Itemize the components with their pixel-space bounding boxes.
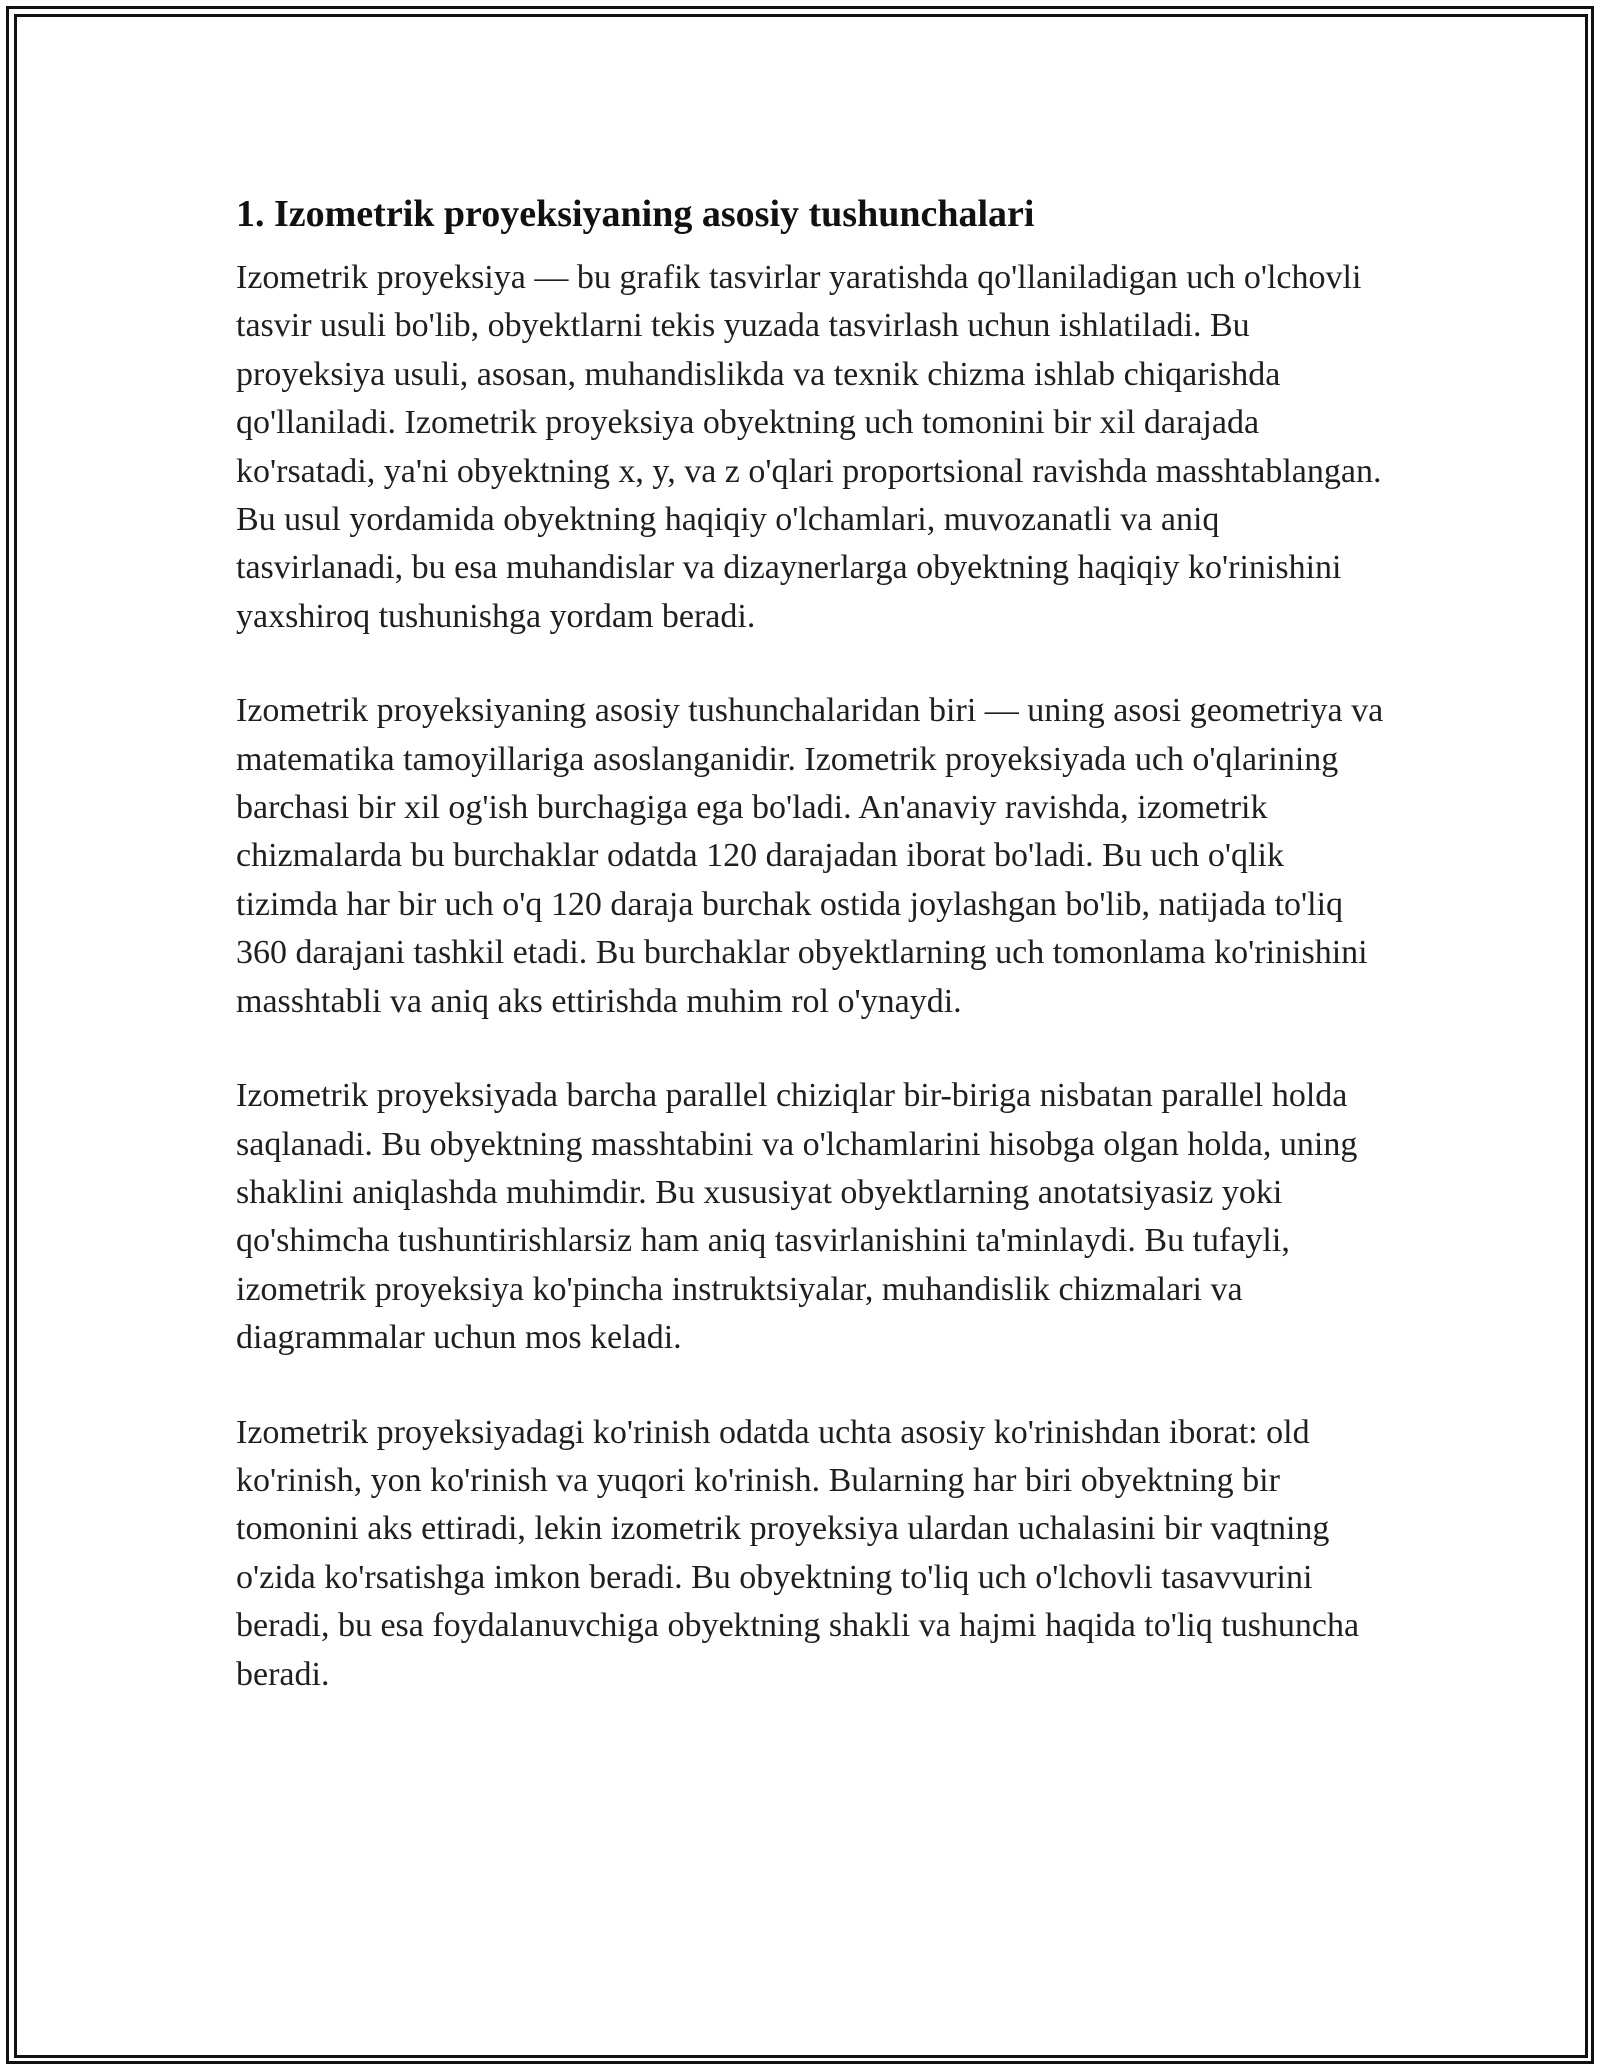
paragraph-1: Izometrik proyeksiya — bu grafik tasvirlar yaratishda qo'llaniladigan uch o'lchovli tasvir usuli bo'lib, obyektlarni tekis yuzada tasvirlash uchun ishlatiladi. Bu proyeksiya usuli, asosan, muhandislikda va texnik chizma ishlab chiqarishda qo'llaniladi. Izometrik proyeksiya obyektning uch tomonini bir xil darajada ko'rsatadi, ya'ni obyektning x, y, va z o'qlari proportsional ravishda masshtablangan. Bu usul yordamida obyektning haqiqiy o'lchamlari, muvozanatli va aniq tasvirlanadi, bu esa muhandislar va dizaynerlarga obyektning haqiqiy ko'rinishini yaxshiroq tushunishga yordam beradi. [236, 259, 1382, 635]
paragraph-3: Izometrik proyeksiyada barcha parallel chiziqlar bir-biriga nisbatan parallel holda saqlanadi. Bu obyektning masshtabini va o'lchamlarini hisobga olgan holda, uning shaklini aniqlashda muhimdir. Bu xususiyat obyektlarning anotatsiyasiz yoki qo'shimcha tushuntirishlarsiz ham aniq tasvirlanishini ta'minlaydi. Bu tufayli, izometrik proyeksiya ko'pincha instruktsiyalar, muhandislik chizmalari va diagrammalar uchun mos keladi. [236, 1077, 1358, 1357]
document-body [236, 188, 1386, 1699]
paragraph-4: Izometrik proyeksiyadagi ko'rinish odatda uchta asosiy ko'rinishdan iborat: old ko'rinish, yon ko'rinish va yuqori ko'rinish. Bularning har biri obyektning bir tomonini aks ettiradi, lekin izometrik proyeksiya ulardan uchalasini bir vaqtning o'zida ko'rsatishga imkon beradi. Bu obyektning to'liq uch o'lchovli tasavvurini beradi, bu esa foydalanuvchiga obyektning shakli va hajmi haqida to'liq tushuncha beradi. [236, 1413, 1360, 1693]
paragraph-2: Izometrik proyeksiyaning asosiy tushunchalaridan biri — uning asosi geometriya va matematika tamoyillariga asoslanganidir. Izometrik proyeksiyada uch o'qlarining barchasi bir xil og'ish burchagiga ega bo'ladi. An'anaviy ravishda, izometrik chizmalarda bu burchaklar odatda 120 darajadan iborat bo'ladi. Bu uch o'qlik tizimda har bir uch o'q 120 daraja burchak ostida joylashgan bo'lib, natijada to'liq 360 darajani tashkil etadi. Bu burchaklar obyektlarning uch tomonlama ko'rinishini masshtabli va aniq aks ettirishda muhim rol o'ynaydi. [236, 692, 1384, 1020]
section-heading: 1. Izometrik proyeksiyaning asosiy tushunchalari [236, 193, 1035, 235]
